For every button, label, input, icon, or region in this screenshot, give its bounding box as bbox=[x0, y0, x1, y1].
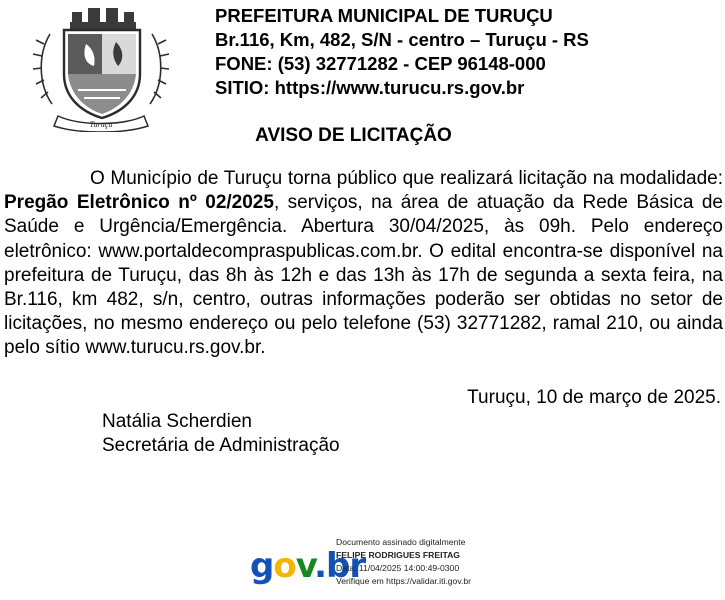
signer-role: Secretária de Administração bbox=[102, 435, 340, 456]
signer-name: Natália Scherdien bbox=[102, 411, 252, 432]
logo-letter-g: g bbox=[250, 546, 274, 586]
notice-text-part1: O Município de Turuçu torna público que realizará licitação na modalidade: bbox=[90, 168, 723, 189]
logo-dot: . bbox=[314, 546, 327, 586]
document-title-wrap bbox=[0, 124, 725, 148]
stamp-caption: Documento assinado digitalmente bbox=[336, 537, 466, 547]
notice-text-part2: , serviços, na área de atuação da Rede Básica de Saúde e Urgência/Emergência. Abertura 30/04/2025, às 09h. Pelo endereço eletrônico: www.portaldecompraspublicas.com.br. O edital encontra-se disponível na prefeitura de Turuçu, das 8h às 12h e das 13h às 17h de segunda a sexta feira, na Br.116, km 482, s/n, centro, outras informações poderão ser obtidas no setor de licitações, no mesmo endereço ou pelo telefone (53) 32771282, ramal 210, ou ainda pelo sítio www.turucu.rs.gov.br. bbox=[4, 192, 723, 359]
logo-br: br bbox=[326, 546, 366, 586]
notice-body bbox=[4, 167, 723, 361]
letterhead bbox=[215, 4, 589, 100]
stamp-date: Data: 11/04/2025 14:00:49-0300 bbox=[336, 563, 460, 573]
logo-letter-o: o bbox=[273, 546, 296, 586]
stamp-signer: FELIPE RODRIGUES FREITAG bbox=[336, 550, 460, 560]
logo-letter-v: v bbox=[295, 546, 315, 586]
coat-of-arms-icon bbox=[28, 4, 174, 132]
crest-motto: Turuçu bbox=[89, 120, 113, 129]
document-date: Turuçu, 10 de março de 2025. bbox=[467, 387, 721, 408]
letterhead-phone: FONE: (53) 32771282 - CEP 96148-000 bbox=[215, 53, 546, 74]
document-title: AVISO DE LICITAÇÃO bbox=[255, 125, 452, 146]
signature-block bbox=[102, 410, 340, 458]
stamp-text bbox=[336, 536, 471, 588]
digital-signature-stamp bbox=[250, 532, 550, 598]
notice-modality: Pregão Eletrônico nº 02/2025 bbox=[4, 192, 274, 214]
letterhead-institution: PREFEITURA MUNICIPAL DE TURUÇU bbox=[215, 5, 553, 26]
letterhead-address: Br.116, Km, 482, S/N - centro – Turuçu - RS bbox=[215, 29, 589, 50]
stamp-verify-link[interactable]: Verifique em https://validar.iti.gov.br bbox=[336, 576, 472, 586]
notice-paragraph bbox=[4, 167, 723, 361]
letterhead-website: SITIO: https://www.turucu.rs.gov.br bbox=[215, 77, 525, 98]
